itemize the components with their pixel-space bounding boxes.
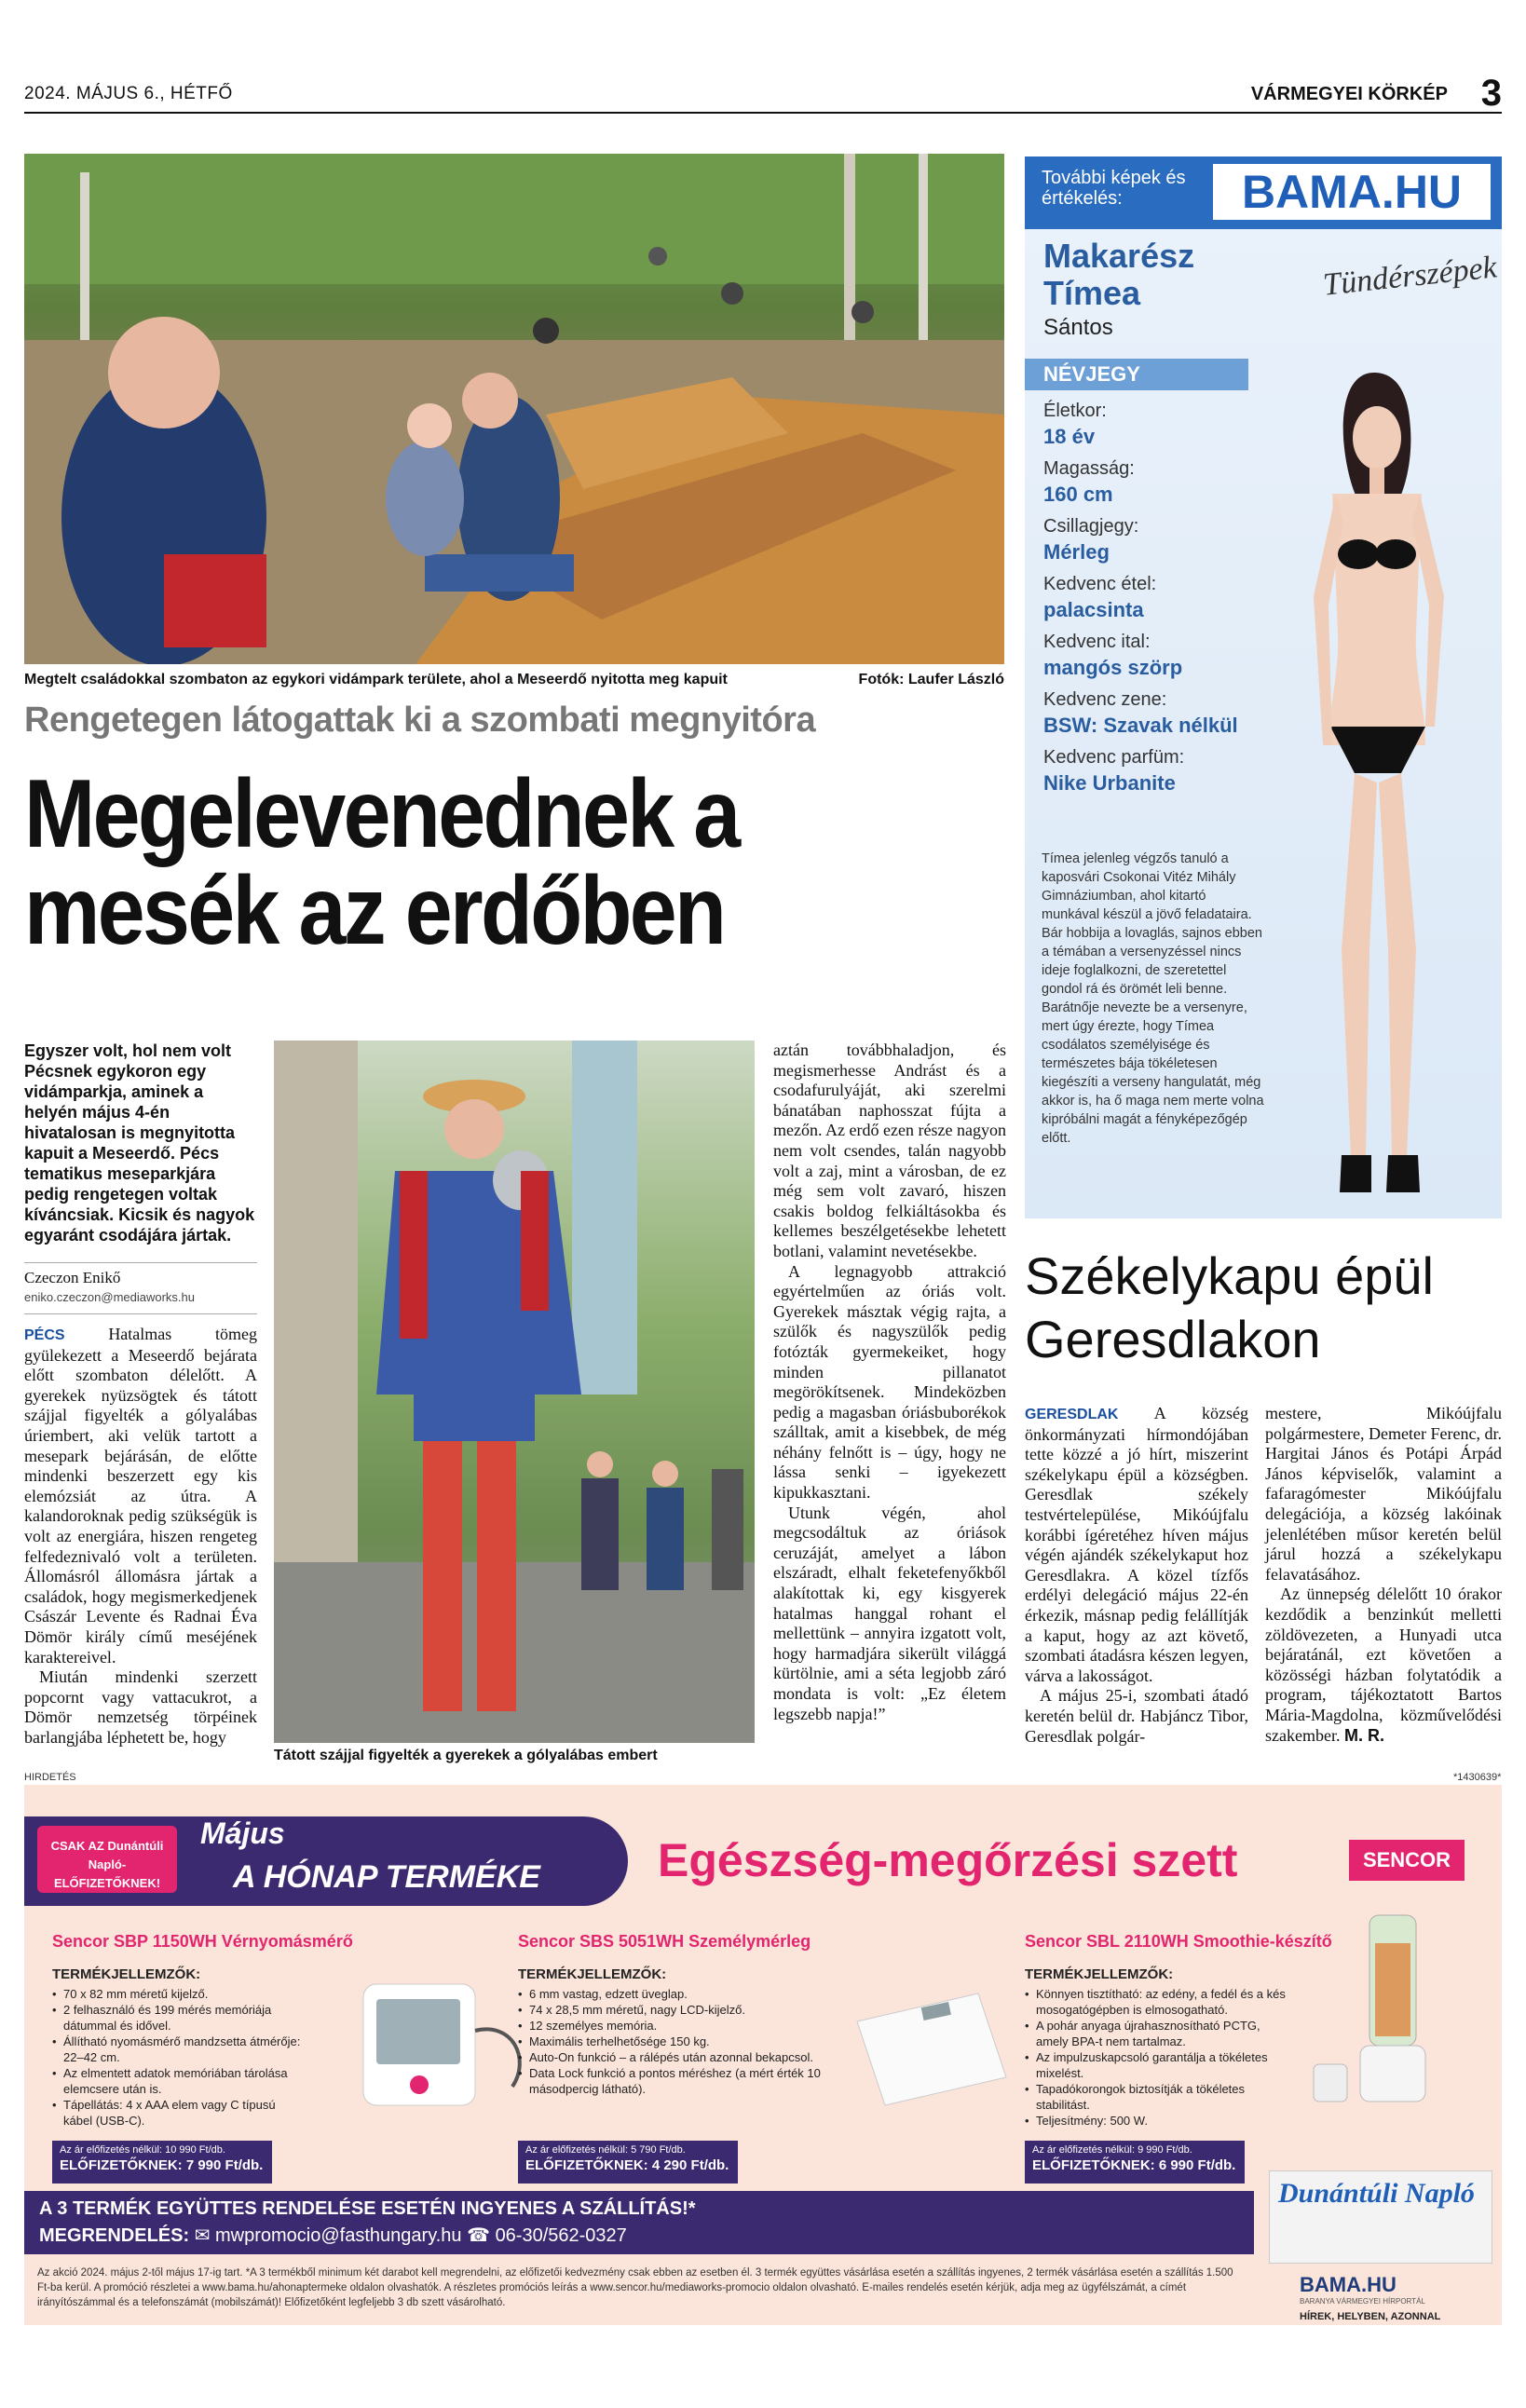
contestant-name: Makarész Tímea — [1043, 237, 1195, 312]
main-photo-caption: Megtelt családokkal szombaton az egykori vidámpark területe, ahol a Meseerdő nyitotta meg kapuit — [24, 672, 728, 687]
price-box — [518, 2141, 738, 2184]
subscriber-price: ELŐFIZETŐKNEK: 6 990 Ft/db. — [1032, 2157, 1236, 2173]
order-phone[interactable]: 06-30/562-0327 — [495, 2225, 627, 2246]
body-text: mestere, Mikóújfalu polgármestere, Demeter Ferenc, dr. Hargitai János és Potápi Árpád János képviselők, valamint a fafaragómester Mikóújfalu delegációja, a község lakóinak jelenlétében műsor keretén belül járul hozzá a székelykapu felavatásához. — [1265, 1404, 1502, 1584]
feature-item: • 6 mm vastag, edzett üveglap. — [518, 1986, 844, 2002]
fact-label: Kedvenc parfüm: — [1043, 747, 1185, 768]
ad-product-of-month: A HÓNAP TERMÉKE — [233, 1859, 540, 1895]
fact-value: Mérleg — [1043, 540, 1110, 564]
issue-date: 2024. MÁJUS 6., HÉTFŐ — [24, 84, 233, 103]
mail-icon: ✉ — [194, 2225, 211, 2246]
page-header — [24, 73, 1502, 114]
feature-item: • Auto-On funkció – a rálépés után azonnal bekapcsol. — [518, 2049, 844, 2065]
feature-item: • Állítható nyomásmérő mandzsetta átmérője: 22–42 cm. — [52, 2034, 304, 2065]
scale-image — [848, 1975, 1034, 2115]
body-text: A május 25-i, szombati átadó keretén belül dr. Habjáncz Tibor, Geresdlak polgár- — [1025, 1686, 1248, 1746]
tunderszepek-logo: Tündérszépek — [1321, 250, 1499, 303]
dateline: GERESDLAK — [1025, 1407, 1119, 1422]
dateline: PÉCS — [24, 1327, 65, 1343]
bama-logo-subtitle: BARANYA VÁRMEGYEI HÍRPORTÁL — [1300, 2297, 1425, 2306]
stilt-walker-photo — [274, 1041, 755, 1743]
szekelykapu-headline: Székelykapu épül Geresdlakon — [1025, 1246, 1434, 1368]
body-text: Hatalmas tömeg gyülekezett a Meseerdő bejárata előtt szombaton délelőtt. A gyerekek nyüzsögtek és tátott szájjal figyelték a gólyalábas úriembert, aki velük tartott a mesepark bejárásán, de előtte mindenki beszerzett egy kis elemózsiát az útra. A kalandoroknak pedig szükségük is volt az energiára, hiszen rengeteg felfedeznivaló volt a területen. Állomásról állomásra jártak a családok, hogy megismerkedjenek Császár Levente és Radnai Éva Dömör király című meséjének karaktereivel. — [24, 1325, 258, 1667]
ad-label: HIRDETÉS — [24, 1772, 76, 1783]
article-headline: Megelevenednek a mesék az erdőben — [24, 760, 739, 965]
phone-icon: ☎ — [467, 2225, 490, 2246]
price-box — [52, 2141, 272, 2184]
feature-item: • Könnyen tisztítható: az edény, a fedél és a kés mosogatógépben is elmosogatható. — [1025, 1986, 1286, 2018]
product-features-heading: TERMÉKJELLEMZŐK: — [52, 1966, 201, 1982]
photo-credit: Fotók: Laufer László — [858, 672, 1004, 687]
stilt-photo-art — [274, 1041, 755, 1743]
feature-item: • A pohár anyaga újrahasznosítható PCTG, amely BPA-t nem tartalmaz. — [1025, 2018, 1286, 2049]
article-lead: Egyszer volt, hol nem volt Pécsnek egykoron egy vidámparkja, aminek a helyén május 4-én hivatalosan is megnyitotta kapuit a Meseerdő. Pécs tematikus meseparkjára pedig rengetegen voltak kíváncsiak. Kicsik és nagyok egyaránt csodájára jártak. — [24, 1041, 255, 1245]
ad-set-title: Egészség-megőrzési szett — [658, 1834, 1238, 1886]
newspaper-masthead: Dunántúli Napló — [1278, 2178, 1475, 2209]
article-kicker: Rengetegen látogattak ki a szombati megnyitóra — [24, 701, 816, 740]
product-features-heading: TERMÉKJELLEMZŐK: — [518, 1966, 667, 1982]
body-text: Az ünnepség délelőtt 10 órakor kezdődik a benzinkút melletti zöldövezeten, a Hunyadi utca bejáratánál, ezt követően a közösségi házban folytatódik a program, tájékoztatott Bartos Mária-Magdolna, közművelődési szakember. M. R. — [1265, 1585, 1502, 1745]
feature-item: • Maximális terhelhetősége 150 kg. — [518, 2034, 844, 2049]
szekelykapu-body-col2 — [1265, 1404, 1502, 1746]
product-title: Sencor SBS 5051WH Személymérleg — [518, 1932, 811, 1951]
subscriber-price: ELŐFIZETŐKNEK: 4 290 Ft/db. — [525, 2157, 729, 2173]
sidebar-site-link[interactable]: BAMA.HU — [1213, 164, 1491, 220]
article-body-col1 — [24, 1325, 257, 1748]
body-text: Miután mindenki szerzett popcornt vagy vattacukrot, a Dömör nemzetség törpéinek barlangjába léphetett be, hogy — [24, 1667, 257, 1747]
fact-value: BSW: Szavak nélkül — [1043, 714, 1238, 737]
free-shipping-note: A 3 TERMÉK EGYÜTTES RENDELÉSE ESETÉN INGYENES A SZÁLLÍTÁS!* — [39, 2198, 696, 2219]
contestant-description: Tímea jelenleg végzős tanuló a kaposvári Csokonai Vitéz Mihály Gimnáziumban, ahol kitartó munkával készül a jövő feladataira. Bár hobbija a lovaglás, sajnos ebben a témában a versenyzéssel nincs ideje foglalkozni, de szeretettel gondol rá és örömét leli benne. Barátnője nevezte be a versenyre, mert úgy érezte, hogy Tímea csodálatos személyisége és természetes bája tökéletesen kiegészíti a verseny hangulatát, még akkor is, ha ő maga nem merte volna kipróbálni magát a fényképezőgép előtt. — [1042, 851, 1264, 1146]
fact-value: palacsinta — [1043, 598, 1144, 621]
sidebar-more-label: További képek és értékelés: — [1042, 168, 1186, 209]
subscriber-badge: CSAK AZ Dunántúli Napló-ELŐFIZETŐKNEK! — [37, 1826, 177, 1893]
author-email[interactable]: eniko.czeczon@mediaworks.hu — [24, 1290, 196, 1304]
body-text: A legnagyobb attrakció egyértelműen az óriás volt. Gyerekek másztak végig rajta, a szülők és nagyszülők pedig fotózták gyermekeiket, hogy minden pillanatot megörökítsenek. Mindeközben pedig a magasban óriásbuborékok szálltak, amit a kisebbek, de még néhány felnőtt is – úgy, hogy ne lássa senki – igyekezett kipukkasztani. — [773, 1261, 1006, 1503]
product-features-heading: TERMÉKJELLEMZŐK: — [1025, 1966, 1174, 1982]
ad-fine-print: Az akció 2024. május 2-től május 17-ig tart. *A 3 termékből minimum két darabot kell megrendelni, az előfizetői kedvezmény csak ebben az esetben él. 3 termék együttes vásárlása esetén a szállítás ingyenes, 2 termék vásárlása esetén a szállítás 1.500 Ft-ba kerül. A promóció részletei a www.bama.hu/ahonaptermeke oldalon olvashatók. A részletes promóciós leírás a www.sencor.hu/mediaworks-promocio oldalon olvasható. E-mailes rendelés esetén kérjük, adja meg az ügyfélszámát, a címét irányítószámmal és a telefonszámát (mobilszámát)! Előfizetőként legfeljebb 3 db szett vásárolható. — [37, 2267, 1233, 2308]
regular-price: Az ár előfizetés nélkül: 9 990 Ft/db. — [1032, 2144, 1192, 2156]
fact-value: Nike Urbanite — [1043, 771, 1176, 795]
fact-label: Magasság: — [1043, 458, 1135, 479]
feature-item: • 2 felhasználó és 199 mérés memóriája dátummal és idővel. — [52, 2002, 304, 2034]
product-title: Sencor SBL 2110WH Smoothie-készítő — [1025, 1932, 1332, 1951]
fact-label: Csillagjegy: — [1043, 516, 1139, 537]
fact-label: Kedvenc étel: — [1043, 574, 1157, 594]
bama-logo-text: BAMA.HU — [1300, 2273, 1397, 2296]
price-box — [1025, 2141, 1245, 2184]
feature-item: • Az elmentett adatok memóriában tárolása elemcsere után is. — [52, 2065, 304, 2097]
regular-price: Az ár előfizetés nélkül: 10 990 Ft/db. — [60, 2144, 225, 2156]
fact-label: Kedvenc zene: — [1043, 689, 1167, 710]
order-contact — [39, 2224, 1239, 2247]
contestant-photo-art — [1286, 354, 1472, 1211]
order-bar — [24, 2191, 1254, 2254]
order-label: MEGRENDELÉS: — [39, 2225, 190, 2246]
product-title: Sencor SBP 1150WH Vérnyomásmérő — [52, 1932, 353, 1951]
author-initials: M. R. — [1343, 1725, 1384, 1745]
fact-label: Életkor: — [1043, 401, 1107, 421]
main-photo-art — [24, 154, 1004, 664]
feature-item: • 70 x 82 mm méretű kijelző. — [52, 1986, 304, 2002]
fact-value: 18 év — [1043, 425, 1096, 448]
contestant-photo — [1286, 354, 1472, 1211]
bama-slogan: HÍREK, HELYBEN, AZONNAL — [1300, 2311, 1441, 2322]
fact-value: mangós szörp — [1043, 656, 1183, 679]
page-number: 3 — [1480, 73, 1502, 114]
byline-divider — [24, 1313, 257, 1314]
article-body-col3 — [773, 1041, 1006, 1724]
section-title: VÁRMEGYEI KÖRKÉP — [1250, 84, 1448, 104]
feature-item: • 74 x 28,5 mm méretű, nagy LCD-kijelző. — [518, 2002, 844, 2018]
feature-item: • Tapadókorongok biztosítják a tökéletes stabilitást. — [1025, 2081, 1286, 2113]
szekelykapu-body-col1 — [1025, 1404, 1248, 1747]
blood-pressure-monitor-image — [354, 1975, 540, 2115]
author-name: Czeczon Enikő — [24, 1269, 121, 1286]
feature-item: • Tápellátás: 4 x AAA elem vagy C típusú kábel (USB-C). — [52, 2097, 304, 2129]
feature-item: • 12 személyes memória. — [518, 2018, 844, 2034]
subscriber-price: ELŐFIZETŐKNEK: 7 990 Ft/db. — [60, 2157, 264, 2173]
ad-month: Május — [200, 1816, 285, 1850]
stilt-photo-caption: Tátott szájjal figyelték a gyerekek a gólyalábas embert — [274, 1748, 658, 1763]
contestant-city: Sántos — [1043, 315, 1113, 340]
feature-item: • Teljesítmény: 500 W. — [1025, 2113, 1286, 2129]
regular-price: Az ár előfizetés nélkül: 5 790 Ft/db. — [525, 2144, 686, 2156]
feature-item: • Az impulzuskapcsoló garantálja a tökéletes mixelést. — [1025, 2049, 1286, 2081]
body-text: aztán továbbhaladjon, és megismerhesse Andrást és a csodafurulyáját, aki szerelmi bánatában naphosszat fújta a mezőn. Az erdő ezen része nagyon nem volt csendes, talán nagyobb volt a zaj, mint a városban, de ez még sem volt zavaró, hiszen csakis boldog felkiáltásokba és kellemes beszélgetésekbe lehetett botlani, valamint nevetésekbe. — [773, 1041, 1006, 1260]
profile-heading: NÉVJEGY — [1025, 359, 1248, 390]
body-text: Utunk végén, ahol megcsodáltuk az óriások ceruzáját, amelyet a lábon elszáradt, elhalt feketefenyőkből alakítottak ki, egy kisgyerek hatalmas hanggal rohant el mellettünk – annyira izgatott volt, hogy harmadjára sikerült világgá kürtölnie, ami a séta legjobb záró mondata is volt: „Ez életem legszebb napja!” — [773, 1503, 1006, 1723]
sencor-logo: SENCOR — [1349, 1840, 1465, 1881]
order-email[interactable]: mwpromocio@fasthungary.hu — [215, 2225, 462, 2246]
fact-value: 160 cm — [1043, 483, 1113, 506]
fact-label: Kedvenc ital: — [1043, 632, 1151, 652]
bama-logo — [1300, 2273, 1486, 2322]
ad-code: *1430639* — [1453, 1772, 1502, 1783]
byline — [24, 1262, 257, 1304]
body-text: A község önkormányzati hírmondójában tette közzé a jó hírt, miszerint székelykapu épül a községben. Geresdlak székely testvértelepülése, Mikóújfalu korábbi ígéretéhez híven május végén ajándék székelykaput hoz Geresdlakra. A közel tízfős erdélyi delegáció május 22-én érkezik, másnap pedig felállítják a kaput, hogy az azt követő, szombati átadásra készen legyen, várva a lakosságot. — [1025, 1404, 1248, 1685]
feature-item: • Data Lock funkció a pontos méréshez (a mért érték 10 másodpercig látható). — [518, 2065, 844, 2097]
smoothie-maker-image — [1304, 1906, 1491, 2120]
main-photo — [24, 154, 1004, 664]
